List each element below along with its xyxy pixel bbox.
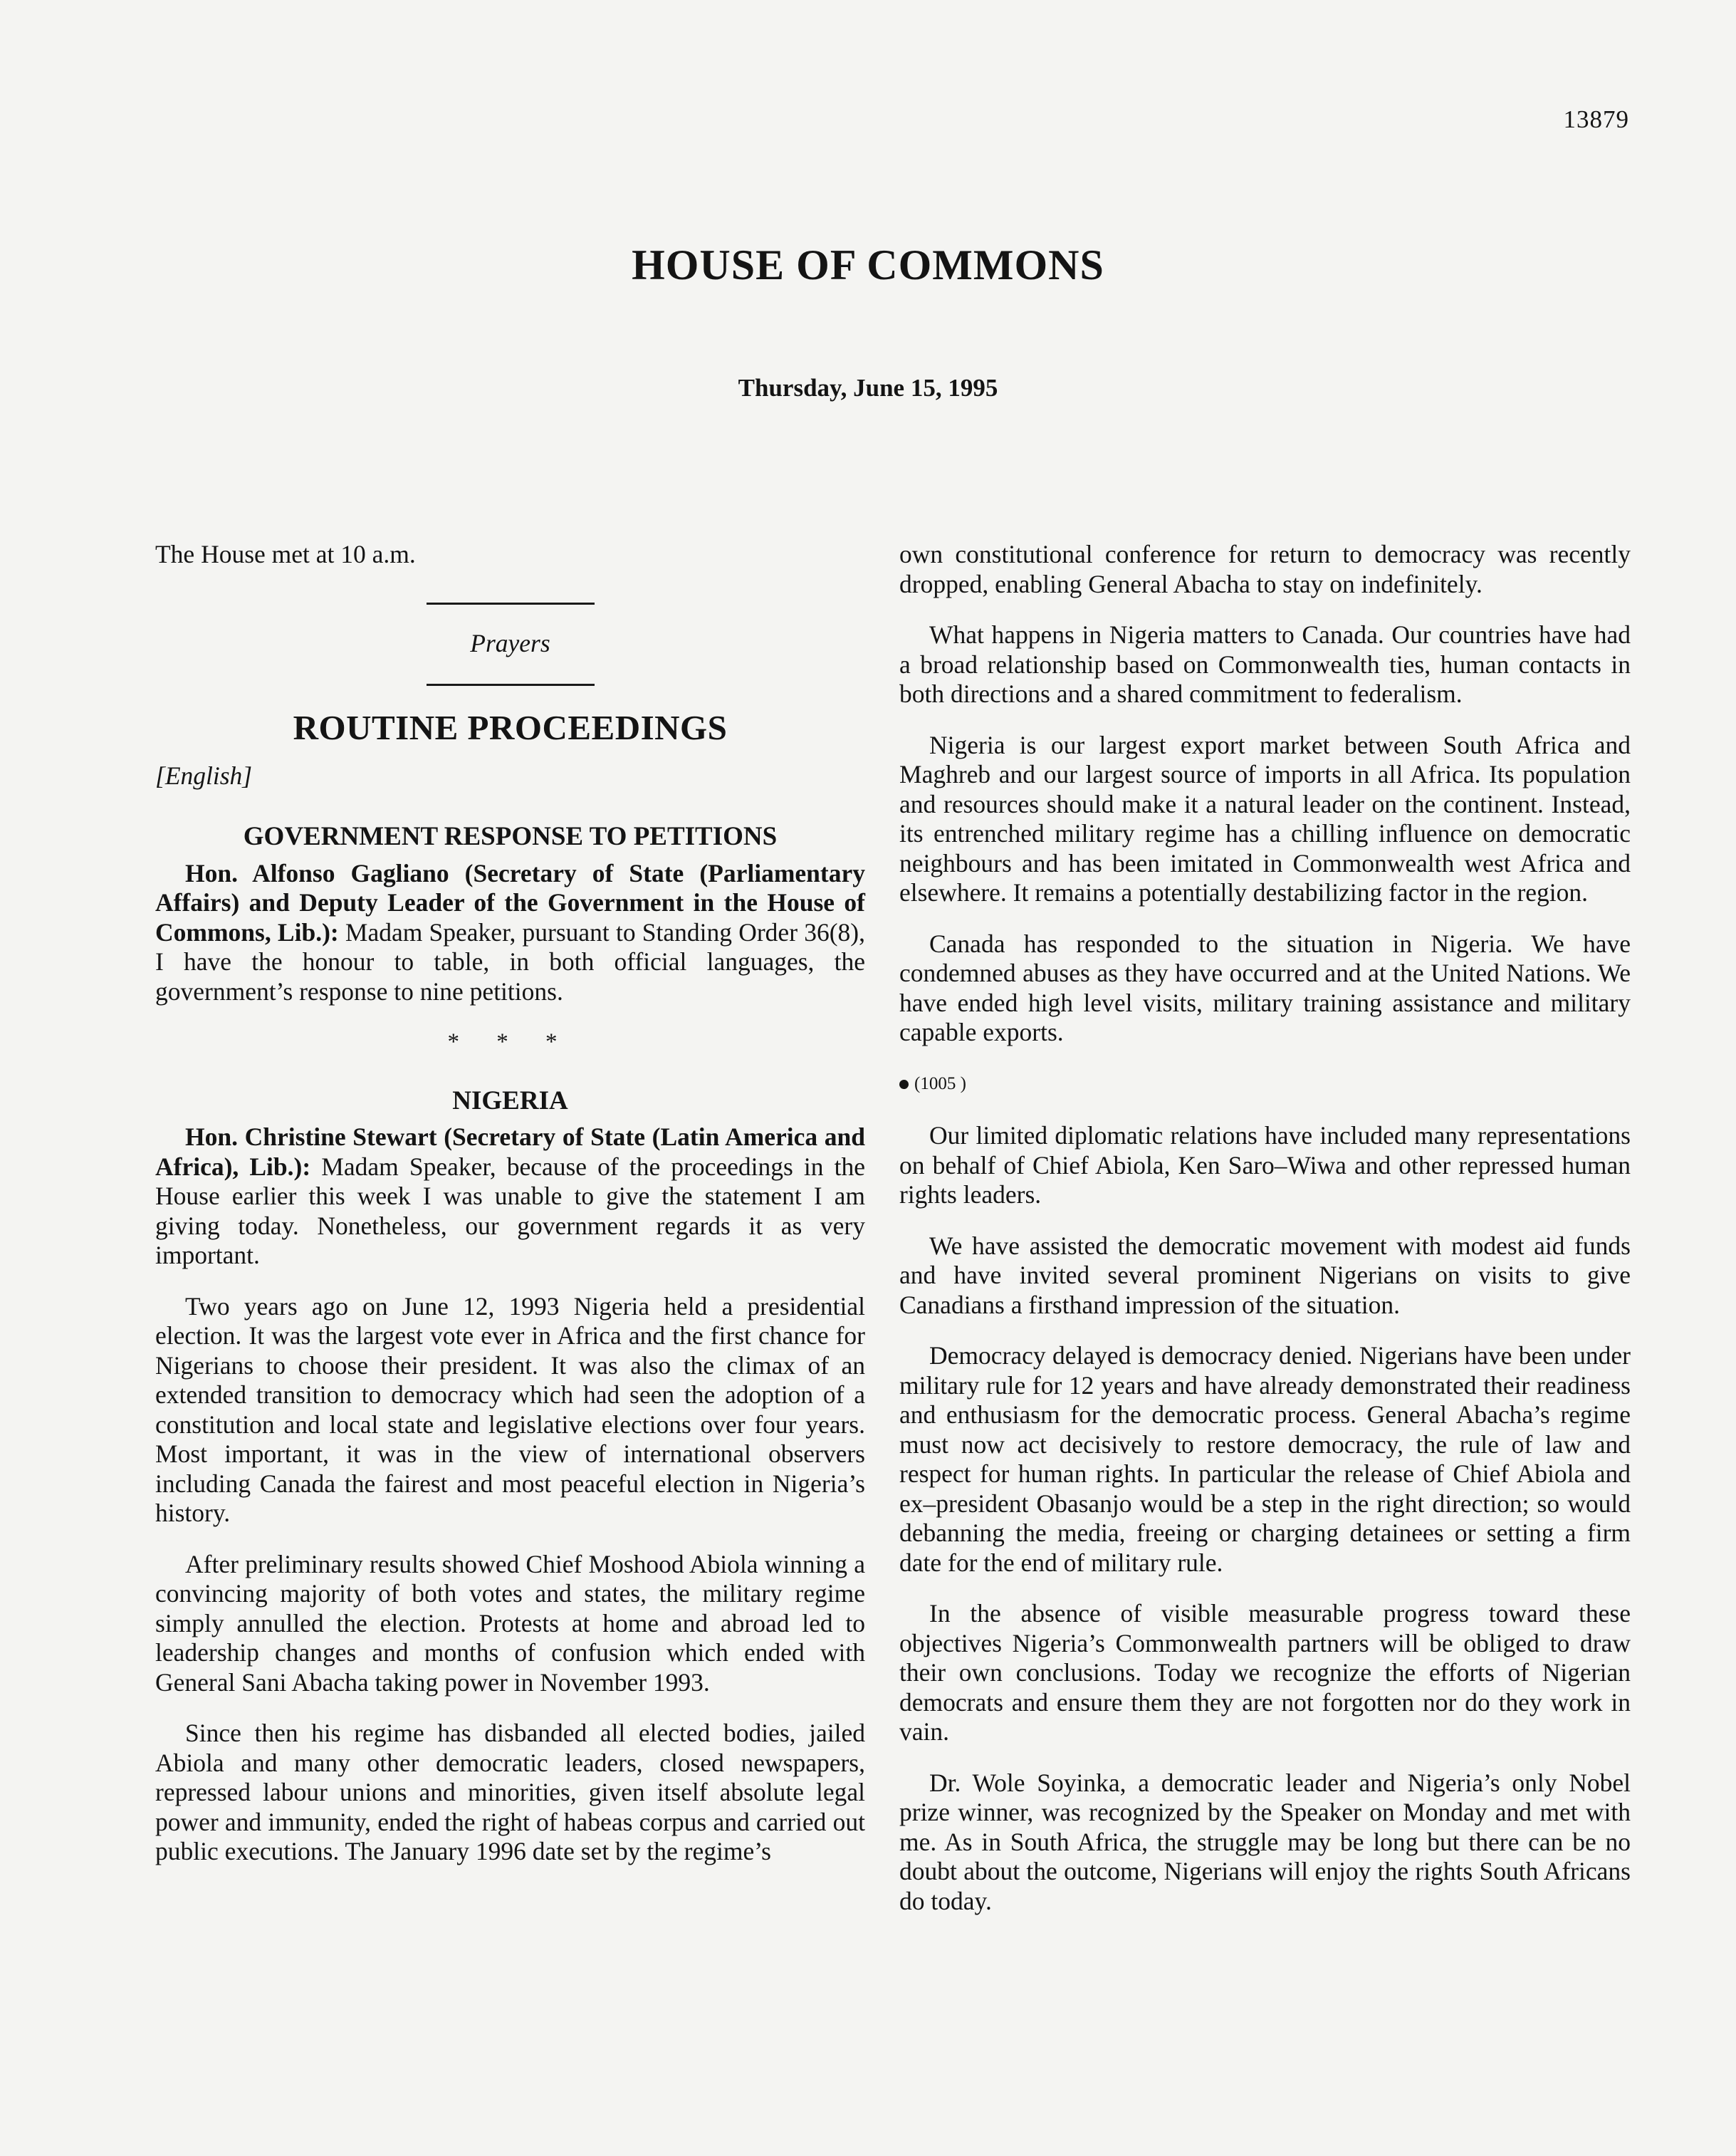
paragraph: In the absence of visible measurable progress toward these objectives Nigeria’s Commonwealth partners will be obliged to draw their own conclusions. Today we recognize the efforts of Nigerian democrats and ensure them they are not forgotten nor do they work in vain. [899, 1599, 1631, 1746]
right-column [899, 540, 1631, 1937]
divider-rule [427, 684, 595, 686]
section-heading: ROUTINE PROCEEDINGS [293, 708, 728, 747]
petitions-statement [155, 859, 865, 1007]
paragraph: Two years ago on June 12, 1993 Nigeria held a presidential election. It was the largest vote ever in Africa and the first chance for Nigerians to choose their president. It was also the climax of an extended transition to democracy which had seen the adoption of a constitution and local state and legislative elections over four years. Most important, it was in the view of international observers including Canada the fairest and most peaceful election in Nigeria’s history. [155, 1291, 865, 1527]
nigeria-heading: NIGERIA [452, 1085, 568, 1115]
statement-text: Madam Speaker, pursuant to Standing Order 36(8), I have the honour to table, in both official languages, the government’s response to nine petitions. [155, 917, 865, 1006]
speaker-name: Hon. Christine Stewart (Secretary of State (Latin America and Africa), Lib.): [155, 1123, 865, 1181]
chamber-title: HOUSE OF COMMONS [632, 241, 1104, 288]
time-marker [899, 1069, 1631, 1099]
separator-asterisks: * * * [447, 1029, 573, 1055]
page-number: 13879 [1563, 105, 1629, 133]
paragraph: Our limited diplomatic relations have included many representations on behalf of Chief Abiola, Ken Saro–Wiwa and other repressed human rights leaders. [899, 1121, 1631, 1209]
paragraph: We have assisted the democratic movement with modest aid funds and have invited several prominent Nigerians on visits to give Canadians a firsthand impression of the situation. [899, 1231, 1631, 1319]
paragraph: Dr. Wole Soyinka, a democratic leader and Nigeria’s only Nobel prize winner, was recognized by the Speaker on Monday and met with me. As in South Africa, the struggle may be long but there can be no doubt about the outcome, Nigerians will enjoy the rights South Africans do today. [899, 1768, 1631, 1915]
divider-rule [427, 603, 595, 605]
left-column [155, 540, 865, 1888]
paragraph: Canada has responded to the situation in Nigeria. We have condemned abuses as they have occurred and at the United Nations. We have ended high level visits, military training assistance and military capable exports. [899, 929, 1631, 1046]
petitions-heading: GOVERNMENT RESPONSE TO PETITIONS [243, 822, 778, 851]
nigeria-statement [155, 1123, 865, 1271]
opening-line: The House met at 10 a.m. [155, 540, 416, 568]
bullet-icon [899, 1080, 909, 1089]
paragraph: Democracy delayed is democracy denied. Nigerians have been under military rule for 12 years and have already demonstrated their readiness and enthusiasm for the democratic process. General Abacha’s regime must now act decisively to restore democracy, the rule of law and respect for human rights. In particular the release of Chief Abiola and ex–president Obasanjo would be a step in the right direction; so would debanning the media, freeing or charging detainees or setting a firm date for the end of military rule. [899, 1341, 1631, 1577]
speaker-name: Hon. Alfonso Gagliano (Secretary of State (Parliamentary Affairs) and Deputy Leader of the Government in the House of Commons, Lib.): [155, 858, 865, 947]
paragraph: After preliminary results showed Chief Moshood Abiola winning a convincing majority of both votes and states, the military regime simply annulled the election. Protests at home and abroad led to leadership changes and months of confusion which ended with General Sani Abacha taking power in November 1993. [155, 1549, 865, 1697]
statement-text: Madam Speaker, because of the proceedings in the House earlier this week I was unable to give the statement I am giving today. Nonetheless, our government regards it as very important. [155, 1152, 865, 1269]
time-marker-text: (1005 ) [914, 1073, 966, 1093]
continuation-paragraph: own constitutional conference for return to democracy was recently dropped, enabling General Abacha to stay on indefinitely. [899, 540, 1631, 598]
sitting-date: Thursday, June 15, 1995 [738, 374, 998, 402]
prayers-label: Prayers [470, 628, 550, 657]
paragraph: Since then his regime has disbanded all elected bodies, jailed Abiola and many other democratic leaders, closed newspapers, repressed labour unions and minorities, given itself absolute legal power and immunity, ended the right of habeas corpus and carried out public executions. The January 1996 date set by the regime’s [155, 1719, 865, 1865]
language-tag: [English] [155, 761, 253, 790]
paragraph: What happens in Nigeria matters to Canada. Our countries have had a broad relationship based on Commonwealth ties, human contacts in both directions and a shared commitment to federalism. [899, 620, 1631, 708]
paragraph: Nigeria is our largest export market between South Africa and Maghreb and our largest source of imports in all Africa. Its population and resources should make it a natural leader on the continent. Instead, its entrenched military regime has a chilling influence on democratic neighbours and has been imitated in Commonwealth west Africa and elsewhere. It remains a potentially destabilizing factor in the region. [899, 730, 1631, 907]
